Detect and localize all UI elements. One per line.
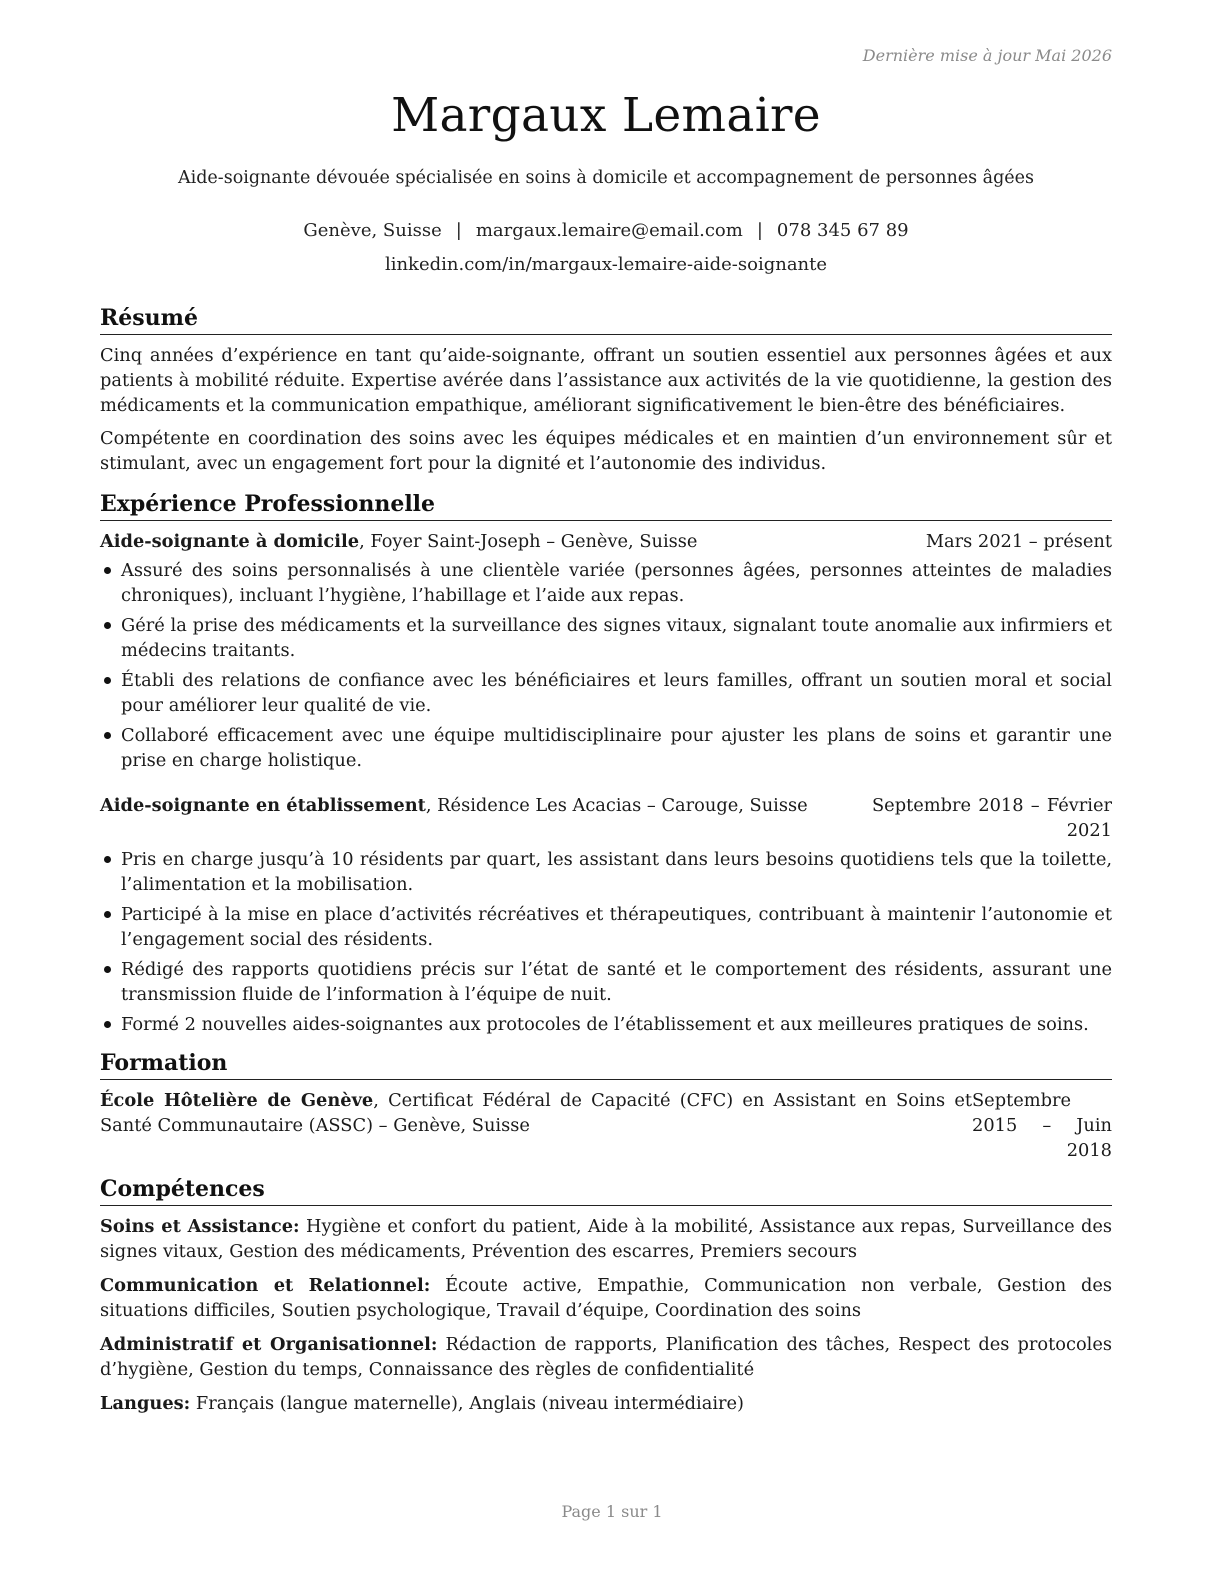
section-title-experience: Expérience Professionnelle xyxy=(100,490,1112,521)
skill-value: Rédaction de rapports, Planification des tâches, Respect des protocoles d’hygiène, Gestion du temps, Connaissance des règles de confidentialité xyxy=(100,1334,1112,1380)
school-name: École Hôtelière de Genève xyxy=(100,1090,374,1111)
job-role: Aide-soignante en établissement xyxy=(100,795,426,816)
skill-label: Langues: xyxy=(100,1393,191,1414)
education-entry xyxy=(100,1088,1112,1163)
skill-value: Hygiène et confort du patient, Aide à la mobilité, Assistance aux repas, Surveillance des signes vitaux, Gestion des médicaments, Prévention des escarres, Premiers secours xyxy=(100,1216,1112,1262)
last-updated: Dernière mise à jour Mai 2026 xyxy=(862,46,1112,65)
list-item: Collaboré efficacement avec une équipe multidisciplinaire pour ajuster les plans de soins et garantir une prise en charge holistique. xyxy=(100,723,1112,773)
job-place: , Résidence Les Acacias – Carouge, Suisse xyxy=(425,795,808,816)
job-role: Aide-soignante à domicile xyxy=(100,531,360,552)
list-item: Pris en charge jusqu’à 10 résidents par quart, les assistant dans leurs besoins quotidiens tels que la toilette, l’alimentation et la mobilisation. xyxy=(100,847,1112,897)
degree: , Certificat Fédéral de Capacité (CFC) en Assistant en Soins et Santé Communautaire (ASSC) – Genève, Suisse xyxy=(100,1090,972,1136)
list-item: Participé à la mise en place d’activités récréatives et thérapeutiques, contribuant à maintenir l’autonomie et l’engagement social des résidents. xyxy=(100,902,1112,952)
list-item: Établi des relations de confiance avec les bénéficiaires et leurs familles, offrant un soutien moral et social pour améliorer leur qualité de vie. xyxy=(100,668,1112,718)
job-bullets xyxy=(100,847,1112,1037)
job-bullets xyxy=(100,558,1112,773)
skill-label: Communication et Relationnel: xyxy=(100,1275,431,1296)
list-item: Formé 2 nouvelles aides-soignantes aux protocoles de l’établissement et aux meilleures pratiques de soins. xyxy=(100,1012,1112,1037)
section-title-education: Formation xyxy=(100,1049,1112,1080)
resume-content xyxy=(100,304,1112,1425)
location: Genève, Suisse xyxy=(303,220,442,241)
contact-line xyxy=(100,220,1112,241)
skill-label: Administratif et Organisationnel: xyxy=(100,1334,438,1355)
skill-line xyxy=(100,1214,1112,1264)
separator: | xyxy=(756,220,763,241)
job-dates: Mars 2021 – présent xyxy=(925,531,1112,552)
separator: | xyxy=(455,220,462,241)
section-title-skills: Compétences xyxy=(100,1175,1112,1206)
skill-line xyxy=(100,1273,1112,1323)
education-dates: Septembre 2015 – Juin 2018 xyxy=(972,1090,1112,1161)
list-item: Rédigé des rapports quotidiens précis sur l’état de santé et le comportement des résidents, assurant une transmission fluide de l’information à l’équipe de nuit. xyxy=(100,957,1112,1007)
summary-paragraph: Compétente en coordination des soins avec les équipes médicales et en maintien d’un environnement sûr et stimulant, avec un engagement fort pour la dignité et l’autonomie des individus. xyxy=(100,428,1112,474)
job-place: , Foyer Saint-Joseph – Genève, Suisse xyxy=(359,531,698,552)
skill-line xyxy=(100,1332,1112,1382)
skill-label: Soins et Assistance: xyxy=(100,1216,300,1237)
skill-value: Écoute active, Empathie, Communication non verbale, Gestion des situations difficiles, Soutien psychologique, Travail d’équipe, Coordination des soins xyxy=(100,1275,1112,1321)
list-item: Géré la prise des médicaments et la surveillance des signes vitaux, signalant toute anomalie aux infirmiers et médecins traitants. xyxy=(100,613,1112,663)
phone: 078 345 67 89 xyxy=(776,220,909,241)
job-dates: Septembre 2018 – Février 2021 xyxy=(872,795,1112,841)
skill-line xyxy=(100,1391,1112,1416)
summary-paragraph: Cinq années d’expérience en tant qu’aide-soignante, offrant un soutien essentiel aux personnes âgées et aux patients à mobilité réduite. Expertise avérée dans l’assistance aux activités de la vie quotidienne, la gestion des médicaments et la communication empathique, améliorant significativement le bien-être des bénéficiaires. xyxy=(100,345,1112,416)
tagline: Aide-soignante dévouée spécialisée en soins à domicile et accompagnement de personnes âgées xyxy=(178,168,1034,188)
section-title-summary: Résumé xyxy=(100,304,1112,335)
list-item: Assuré des soins personnalisés à une clientèle variée (personnes âgées, personnes atteintes de maladies chroniques), incluant l’hygiène, l’habillage et l’aide aux repas. xyxy=(100,558,1112,608)
skill-value: Français (langue maternelle), Anglais (niveau intermédiaire) xyxy=(190,1393,744,1414)
job-header xyxy=(100,793,1112,843)
linkedin-link[interactable]: linkedin.com/in/margaux-lemaire-aide-soignante xyxy=(384,254,828,275)
email-link[interactable]: margaux.lemaire@email.com xyxy=(475,220,743,241)
candidate-name: Margaux Lemaire xyxy=(391,88,821,143)
job-header xyxy=(100,529,1112,554)
page-number: Page 1 sur 1 xyxy=(561,1502,663,1521)
